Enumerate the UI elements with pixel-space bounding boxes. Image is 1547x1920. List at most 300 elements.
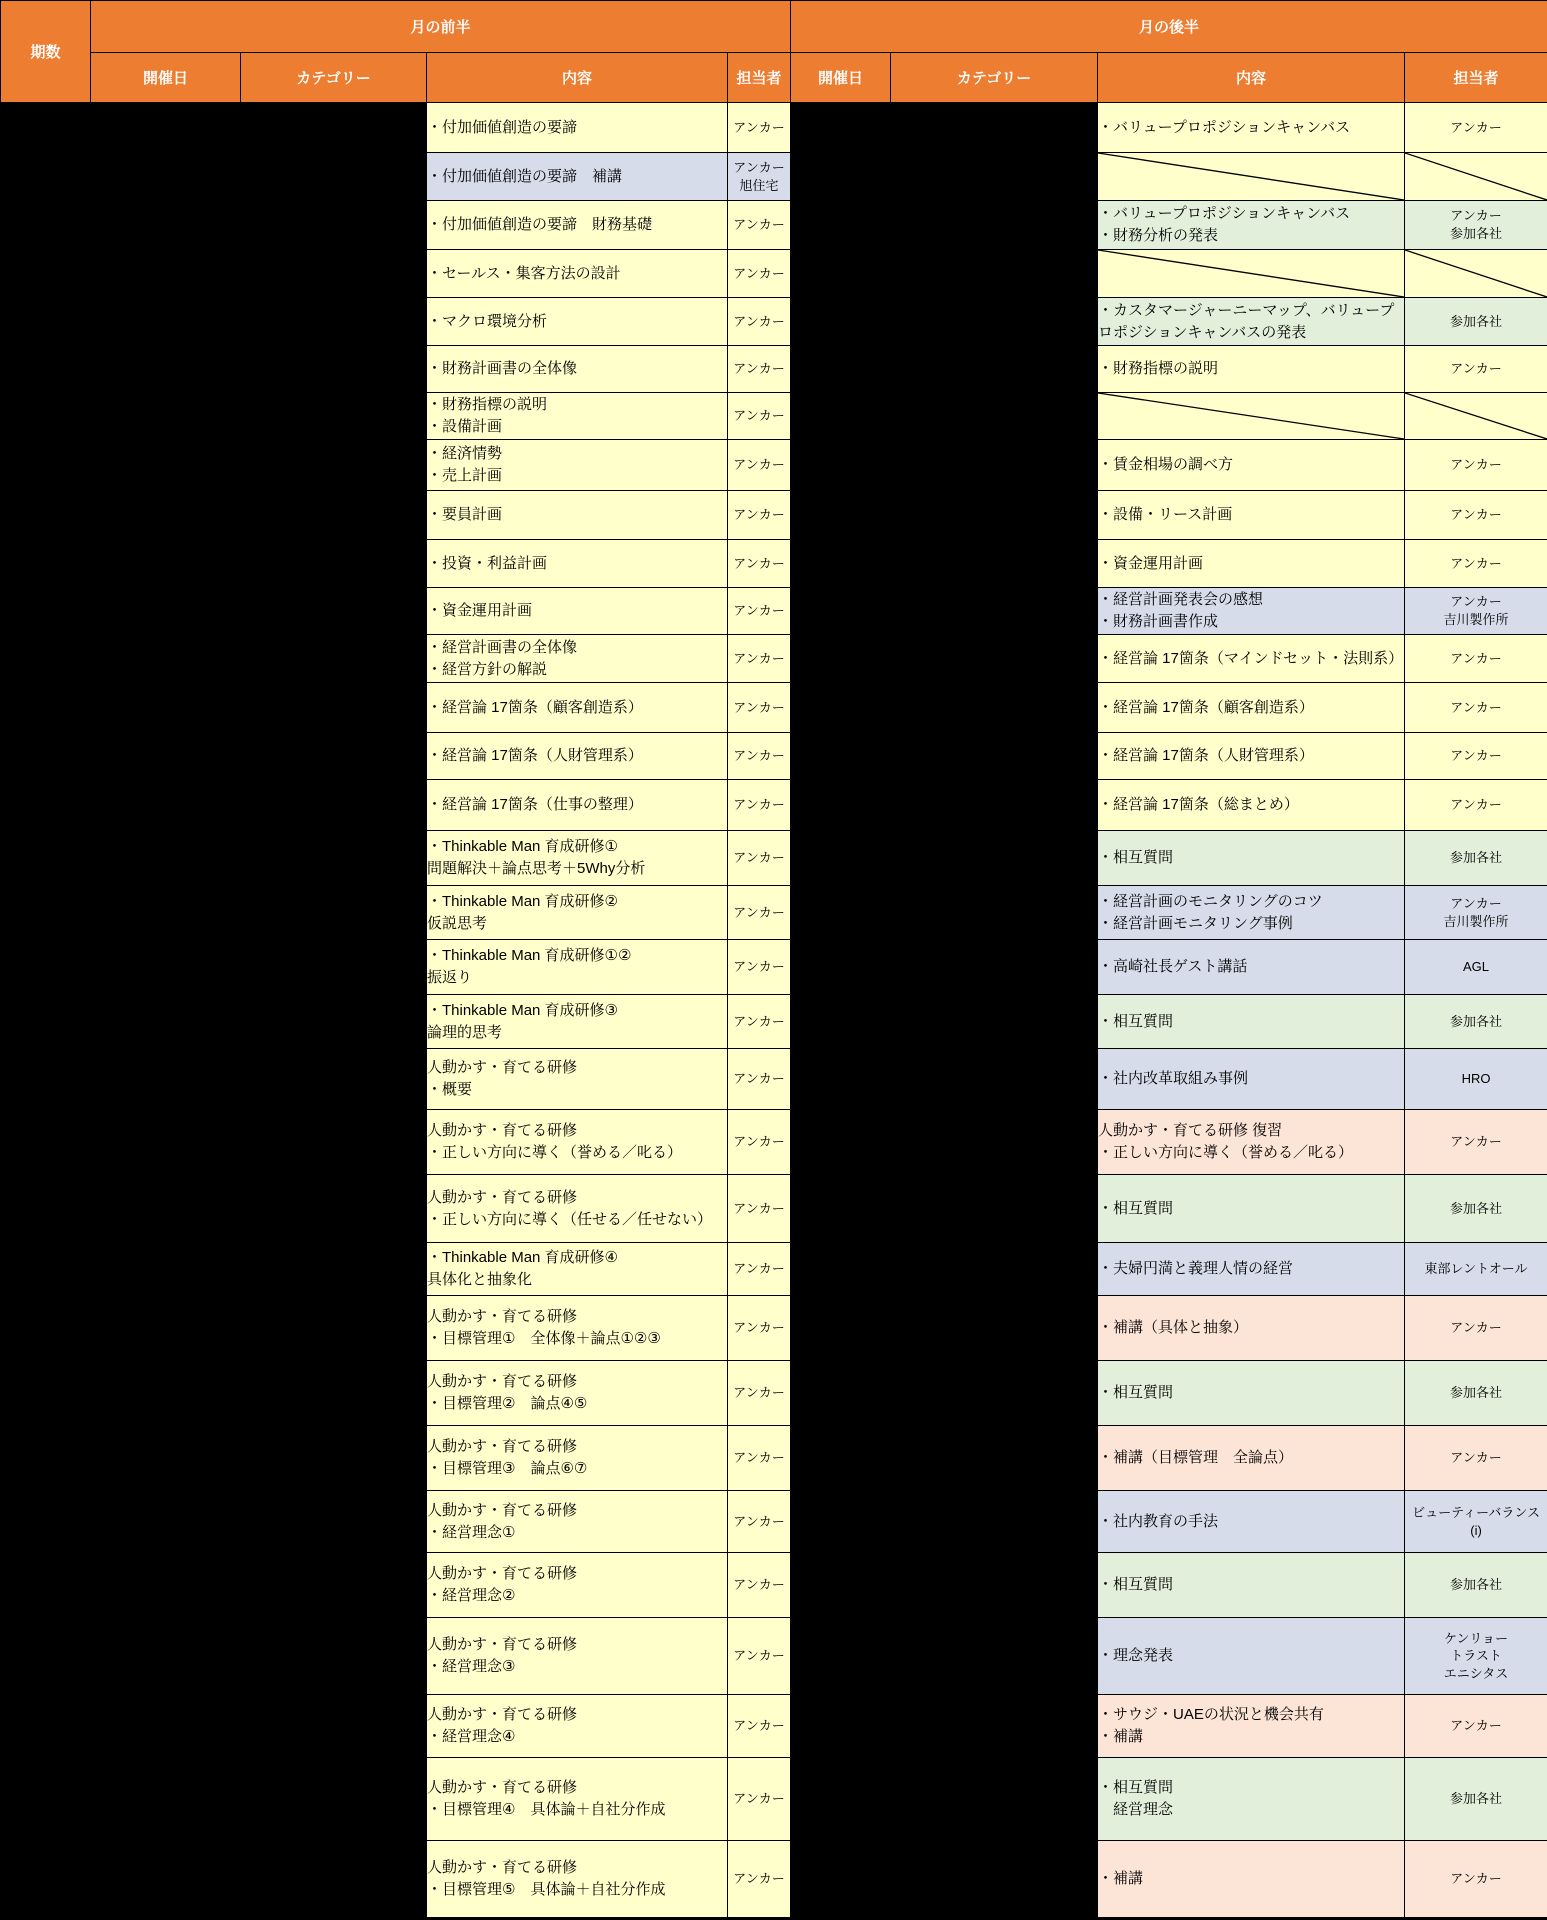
cell-text-line: ・相互質問 [1098, 1384, 1174, 1402]
cell-text-line: アンカー [733, 1200, 785, 1216]
cell-person-right [1405, 1553, 1547, 1618]
cell-period [1, 1426, 91, 1491]
cell-text-line: ・経営論 17箇条（仕事の整理） [427, 796, 643, 814]
cell-content-left [427, 1553, 728, 1618]
cell-date-right [791, 635, 891, 683]
cell-person-right [1405, 780, 1547, 831]
cell-text-line: ・経営計画書の全体像 [427, 638, 578, 656]
cell-category-left [241, 440, 427, 491]
cell-text-line: ケンリョー [1444, 1630, 1508, 1646]
cell-content-right [1098, 588, 1405, 635]
cell-content-right [1098, 1361, 1405, 1426]
cell-content-left [427, 1361, 728, 1426]
cell-text-line: 人動かす・育てる研修 [427, 1059, 578, 1077]
cell-text-line: ・経営理念② [427, 1587, 516, 1604]
cell-date-right [791, 346, 891, 393]
cell-content-right [1098, 1296, 1405, 1361]
cell-text-line: 人動かす・育てる研修 [427, 1501, 578, 1519]
cell-period [1, 1758, 91, 1841]
cell-date-left [91, 346, 241, 393]
cell-date-right [791, 1175, 891, 1243]
cell-person-right [1405, 298, 1547, 346]
table-row [1, 831, 1547, 886]
table-row [1, 540, 1547, 588]
cell-text-line: ・概要 [427, 1081, 473, 1098]
cell-person-right [1405, 635, 1547, 683]
cell-text-line: アンカー [1450, 507, 1502, 523]
cell-person-right [1405, 940, 1547, 995]
cell-content-right [1098, 103, 1405, 153]
table-row [1, 1175, 1547, 1243]
cell-text-line: 論理的思考 [427, 1023, 503, 1041]
cell-person-left [728, 103, 791, 153]
cell-content-left [427, 153, 728, 201]
cell-date-right [791, 1695, 891, 1758]
cell-text-line: ・設備計画 [427, 418, 503, 435]
cell-text-line: ・経営理念③ [427, 1658, 516, 1675]
cell-person-right [1405, 540, 1547, 588]
cell-period [1, 1110, 91, 1175]
cell-category-left [241, 780, 427, 831]
cell-category-left [241, 886, 427, 940]
cell-date-right [791, 683, 891, 733]
cell-content-left [427, 1695, 728, 1758]
cell-person-left [728, 1491, 791, 1553]
cell-text-line: 参加各社 [1450, 1791, 1503, 1807]
cell-category-right [891, 780, 1098, 831]
cell-text-line: アンカー [733, 1261, 785, 1277]
cell-category-left [241, 153, 427, 201]
cell-text-line: 参加各社 [1450, 226, 1503, 241]
cell-date-left [91, 1553, 241, 1618]
cell-person-left [728, 1553, 791, 1618]
table-row [1, 298, 1547, 346]
cell-date-left [91, 1695, 241, 1758]
cell-category-left [241, 393, 427, 440]
cell-period [1, 1553, 91, 1618]
cell-person-right [1405, 1110, 1547, 1175]
cell-person-left [728, 733, 791, 780]
cell-text-line: ・経営方針の解説 [427, 660, 548, 678]
table-row [1, 491, 1547, 540]
cell-category-left [241, 588, 427, 635]
subheader-person-left: 担当者 [728, 53, 791, 103]
cell-text-line: アンカー [1450, 699, 1502, 715]
cell-category-left [241, 1426, 427, 1491]
cell-text-line: 旭住宅 [739, 177, 779, 193]
cell-category-right [891, 1553, 1098, 1618]
cell-text-line: アンカー [1450, 555, 1502, 571]
cell-date-right [791, 540, 891, 588]
cell-date-right [791, 1553, 891, 1618]
table-row [1, 588, 1547, 635]
cell-date-right [791, 733, 891, 780]
diagonal-strike-line [1098, 153, 1404, 200]
cell-date-left [91, 298, 241, 346]
cell-period [1, 491, 91, 540]
cell-content-right [1098, 1110, 1405, 1175]
cell-category-left [241, 250, 427, 298]
cell-text-line: 参加各社 [1450, 313, 1503, 329]
cell-text-line: ・売上計画 [427, 467, 503, 484]
cell-text-line: ・経営計画発表会の感想 [1098, 591, 1264, 609]
cell-content-right [1098, 1049, 1405, 1110]
cell-date-left [91, 1049, 241, 1110]
cell-text-line: ・高崎社長ゲスト講話 [1098, 958, 1248, 976]
cell-category-left [241, 1110, 427, 1175]
cell-person-left [728, 940, 791, 995]
table-row [1, 886, 1547, 940]
cell-date-left [91, 540, 241, 588]
cell-category-right [891, 201, 1098, 250]
table-row [1, 1758, 1547, 1841]
cell-text-line: アンカー [733, 1648, 785, 1664]
cell-text-line: ・目標管理② 論点④⑤ [427, 1395, 588, 1412]
cell-date-left [91, 250, 241, 298]
cell-content-left [427, 103, 728, 153]
cell-text-line: ・相互質問 [1098, 1012, 1174, 1030]
subheader-content-left: 内容 [427, 53, 728, 103]
cell-period [1, 250, 91, 298]
cell-person-right [1405, 1361, 1547, 1426]
cell-date-left [91, 780, 241, 831]
cell-text-line: 吉川製作所 [1443, 612, 1509, 627]
cell-content-right [1098, 1758, 1405, 1841]
cell-period [1, 103, 91, 153]
cell-content-left [427, 733, 728, 780]
cell-date-right [791, 1110, 891, 1175]
cell-category-right [891, 683, 1098, 733]
cell-text-line: アンカー [733, 1513, 785, 1529]
cell-category-right [891, 1243, 1098, 1296]
cell-text-line: ・相互質問 [1098, 1779, 1174, 1797]
cell-text-line: アンカー [733, 1791, 785, 1807]
cell-date-left [91, 1758, 241, 1841]
cell-person-right [1405, 153, 1547, 201]
cell-text-line: アンカー [733, 457, 785, 473]
table-row [1, 1110, 1547, 1175]
cell-category-left [241, 298, 427, 346]
cell-text-line: ・経営論 17箇条（顧客創造系） [1098, 698, 1314, 716]
cell-category-right [891, 995, 1098, 1049]
cell-period [1, 1175, 91, 1243]
cell-text-line: アンカー [733, 1871, 785, 1887]
cell-text-line: アンカー [733, 1320, 785, 1336]
diagonal-strike-line [1405, 250, 1547, 297]
cell-period [1, 1695, 91, 1758]
cell-person-right [1405, 733, 1547, 780]
cell-text-line: ・財務指標の説明 [1098, 360, 1219, 378]
cell-category-left [241, 1049, 427, 1110]
cell-person-left [728, 1695, 791, 1758]
cell-category-left [241, 683, 427, 733]
cell-text-line: ・Thinkable Man 育成研修①② [427, 947, 632, 965]
cell-category-left [241, 1296, 427, 1361]
cell-category-left [241, 491, 427, 540]
cell-category-right [891, 1618, 1098, 1695]
cell-text-line: 参加各社 [1450, 1013, 1503, 1029]
cell-text-line: ・目標管理⑤ 具体論＋自社分作成 [427, 1881, 666, 1898]
cell-content-left [427, 1841, 728, 1918]
cell-text-line: (i) [1470, 1522, 1482, 1538]
cell-date-left [91, 1491, 241, 1553]
cell-text-line: ・相互質問 [1098, 849, 1174, 867]
cell-date-right [791, 1491, 891, 1553]
cell-text-line: アンカー [733, 797, 785, 813]
cell-text-line: ・Thinkable Man 育成研修④ [427, 1249, 619, 1267]
cell-period [1, 886, 91, 940]
cell-text-line: 具体化と抽象化 [427, 1271, 533, 1288]
cell-text-line: 人動かす・育てる研修 [427, 1122, 578, 1140]
cell-date-left [91, 153, 241, 201]
cell-category-left [241, 1758, 427, 1841]
cell-text-line: アンカー [1450, 895, 1502, 911]
cell-text-line: 参加各社 [1450, 1200, 1503, 1216]
cell-content-right [1098, 831, 1405, 886]
cell-text-line: アンカー [733, 507, 785, 523]
cell-period [1, 780, 91, 831]
cell-content-left [427, 1491, 728, 1553]
cell-text-line: ・経営論 17箇条（人財管理系） [1098, 747, 1314, 765]
cell-text-line: ・経営論 17箇条（マインドセット・法則系） [1098, 649, 1404, 667]
cell-text-line: アンカー [1450, 1718, 1502, 1734]
cell-category-left [241, 201, 427, 250]
cell-person-right [1405, 491, 1547, 540]
cell-content-right [1098, 1841, 1405, 1918]
cell-date-right [791, 780, 891, 831]
cell-date-left [91, 201, 241, 250]
cell-period [1, 1491, 91, 1553]
cell-category-right [891, 1426, 1098, 1491]
cell-date-left [91, 683, 241, 733]
cell-category-right [891, 1758, 1098, 1841]
cell-content-left [427, 393, 728, 440]
cell-category-left [241, 1695, 427, 1758]
cell-person-right [1405, 1618, 1547, 1695]
cell-content-left [427, 491, 728, 540]
subheader-date-left: 開催日 [91, 53, 241, 103]
cell-category-left [241, 540, 427, 588]
cell-person-left [728, 491, 791, 540]
cell-text-line: アンカー [1450, 1134, 1502, 1150]
cell-content-left [427, 831, 728, 886]
cell-text-line: ・目標管理① 全体像＋論点①②③ [427, 1330, 661, 1347]
cell-category-right [891, 298, 1098, 346]
group-header-first-half: 月の前半 [91, 1, 791, 53]
cell-category-right [891, 153, 1098, 201]
cell-person-right [1405, 683, 1547, 733]
cell-text-line: ・補講 [1098, 1728, 1144, 1745]
cell-date-right [791, 393, 891, 440]
cell-content-right [1098, 1175, 1405, 1243]
cell-date-left [91, 588, 241, 635]
cell-content-right [1098, 1695, 1405, 1758]
cell-date-right [791, 250, 891, 298]
cell-text-line: 人動かす・育てる研修 [427, 1859, 578, 1877]
cell-text-line: アンカー [733, 1450, 785, 1466]
cell-person-left [728, 831, 791, 886]
cell-person-left [728, 440, 791, 491]
cell-text-line: ・経営計画のモニタリングのコツ [1098, 892, 1323, 910]
cell-text-line: アンカー [1450, 361, 1502, 377]
cell-category-left [241, 1175, 427, 1243]
cell-category-right [891, 588, 1098, 635]
cell-date-left [91, 635, 241, 683]
cell-date-right [791, 588, 891, 635]
cell-content-right [1098, 1426, 1405, 1491]
cell-period [1, 153, 91, 201]
cell-text-line: ・カスタマージャーニーマップ、バリュープロポジションキャンバスの発表 [1098, 301, 1395, 341]
cell-category-left [241, 635, 427, 683]
cell-text-line: 吉川製作所 [1443, 913, 1509, 929]
cell-text-line: アンカー [1450, 1320, 1502, 1336]
cell-content-left [427, 683, 728, 733]
table-row [1, 103, 1547, 153]
cell-text-line: アンカー [733, 1577, 785, 1593]
cell-date-left [91, 1426, 241, 1491]
cell-date-left [91, 1243, 241, 1296]
cell-text-line: ・財務計画書の全体像 [427, 360, 578, 378]
cell-text-line: ・財務指標の説明 [427, 396, 548, 414]
cell-person-right [1405, 1049, 1547, 1110]
cell-content-left [427, 1758, 728, 1841]
cell-date-left [91, 491, 241, 540]
cell-text-line: 人動かす・育てる研修 [427, 1188, 578, 1206]
cell-category-right [891, 440, 1098, 491]
subheader-content-right: 内容 [1098, 53, 1405, 103]
group-header-second-half: 月の後半 [791, 1, 1547, 53]
cell-text-line: ・バリュープロポジションキャンバス [1098, 205, 1351, 223]
cell-text-line: アンカー [733, 1385, 785, 1401]
cell-date-left [91, 393, 241, 440]
cell-date-right [791, 491, 891, 540]
cell-person-right [1405, 393, 1547, 440]
cell-person-left [728, 635, 791, 683]
cell-content-right [1098, 1553, 1405, 1618]
cell-content-left [427, 886, 728, 940]
cell-person-left [728, 1618, 791, 1695]
cell-date-right [791, 201, 891, 250]
cell-content-left [427, 346, 728, 393]
cell-text-line: ビューティーバランス [1412, 1504, 1540, 1520]
cell-text-line: アンカー [733, 748, 785, 764]
cell-text-line: アンカー [733, 159, 785, 175]
cell-content-left [427, 1110, 728, 1175]
cell-content-left [427, 250, 728, 298]
cell-date-left [91, 1841, 241, 1918]
cell-person-right [1405, 1175, 1547, 1243]
cell-category-left [241, 1841, 427, 1918]
subheader-date-right: 開催日 [791, 53, 891, 103]
diagonal-strike-line [1098, 250, 1404, 297]
cell-date-left [91, 1175, 241, 1243]
cell-content-left [427, 540, 728, 588]
cell-content-right [1098, 491, 1405, 540]
cell-period [1, 1841, 91, 1918]
cell-text-line: アンカー [733, 313, 785, 329]
cell-person-left [728, 1361, 791, 1426]
cell-content-right [1098, 346, 1405, 393]
cell-text-line: ・目標管理④ 具体論＋自社分作成 [427, 1801, 666, 1818]
cell-category-left [241, 1361, 427, 1426]
cell-content-right [1098, 540, 1405, 588]
diagonal-strike-line [1405, 153, 1547, 200]
cell-text-line: ・付加価値創造の要諦 [427, 118, 578, 136]
cell-text-line: ・経営理念① [427, 1523, 516, 1541]
cell-person-left [728, 393, 791, 440]
cell-text-line: ・正しい方向に導く（誉める／叱る） [427, 1144, 683, 1161]
diagonal-strike-line [1098, 393, 1404, 439]
cell-content-left [427, 298, 728, 346]
cell-person-left [728, 1758, 791, 1841]
cell-text-line: アンカー [733, 959, 785, 975]
cell-date-right [791, 1296, 891, 1361]
cell-date-right [791, 995, 891, 1049]
cell-date-right [791, 440, 891, 491]
cell-text-line: ・マクロ環境分析 [427, 312, 548, 330]
cell-period [1, 540, 91, 588]
cell-period [1, 346, 91, 393]
table-row [1, 733, 1547, 780]
cell-text-line: ・相互質問 [1098, 1199, 1174, 1217]
cell-text-line: アンカー [1450, 797, 1502, 813]
cell-text-line: ・補講（具体と抽象） [1098, 1319, 1249, 1337]
cell-content-left [427, 588, 728, 635]
cell-category-right [891, 491, 1098, 540]
cell-text-line: 振返り [427, 969, 473, 986]
cell-date-left [91, 1361, 241, 1426]
cell-date-right [791, 940, 891, 995]
cell-person-left [728, 1296, 791, 1361]
cell-text-line: ・夫婦円満と義理人情の経営 [1098, 1260, 1294, 1278]
cell-date-left [91, 995, 241, 1049]
cell-text-line: アンカー [733, 603, 785, 619]
cell-text-line: ・設備・リース計画 [1098, 506, 1233, 524]
cell-date-right [791, 886, 891, 940]
cell-date-right [791, 1426, 891, 1491]
table-row [1, 1618, 1547, 1695]
cell-text-line: ・目標管理③ 論点⑥⑦ [427, 1460, 588, 1477]
cell-text-line: ・付加価値創造の要諦 財務基礎 [427, 216, 653, 234]
cell-text-line: ・正しい方向に導く（誉める／叱る） [1098, 1144, 1354, 1161]
table-row [1, 1426, 1547, 1491]
cell-text-line: アンカー [733, 265, 785, 281]
cell-date-left [91, 940, 241, 995]
cell-content-right [1098, 393, 1405, 440]
cell-text-line: アンカー [1450, 208, 1502, 224]
cell-person-right [1405, 1695, 1547, 1758]
cell-content-right [1098, 1618, 1405, 1695]
cell-text-line: 経営理念 [1098, 1801, 1174, 1818]
cell-text-line: アンカー [1450, 119, 1502, 135]
cell-period [1, 995, 91, 1049]
cell-content-left [427, 440, 728, 491]
table-row [1, 1296, 1547, 1361]
cell-period [1, 298, 91, 346]
cell-text-line: ・賃金相場の調べ方 [1098, 456, 1234, 474]
cell-date-right [791, 153, 891, 201]
cell-content-left [427, 1049, 728, 1110]
cell-content-left [427, 1296, 728, 1361]
cell-category-left [241, 1243, 427, 1296]
cell-person-left [728, 540, 791, 588]
cell-date-right [791, 1758, 891, 1841]
cell-period [1, 201, 91, 250]
cell-text-line: アンカー [733, 850, 785, 866]
cell-content-left [427, 1243, 728, 1296]
cell-period [1, 1296, 91, 1361]
cell-text-line: 仮説思考 [427, 914, 488, 932]
